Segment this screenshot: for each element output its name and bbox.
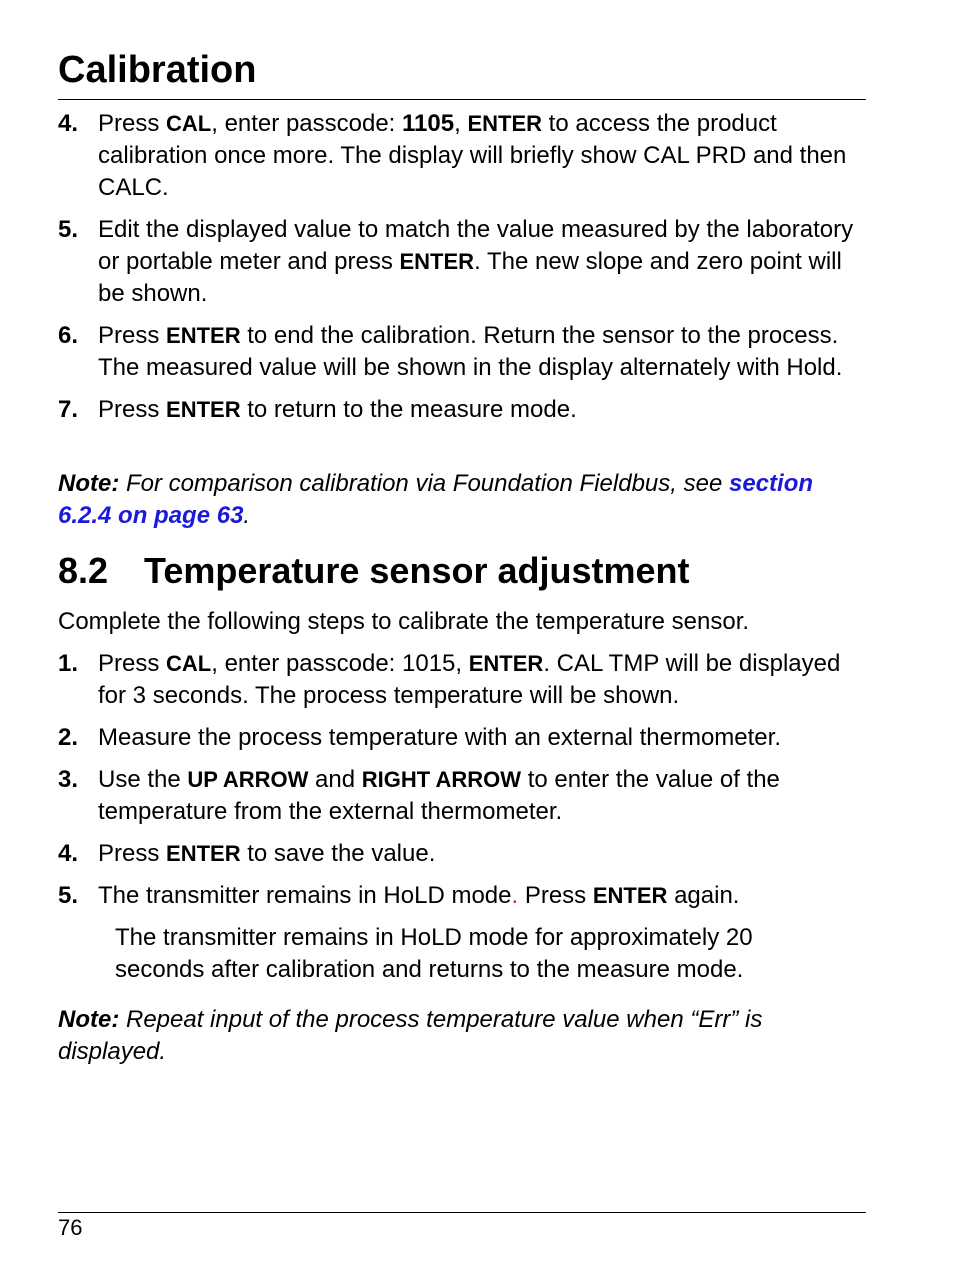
step-text: and xyxy=(308,766,362,793)
step-text: The transmitter remains in HoLD mode xyxy=(98,882,512,909)
footer-rule xyxy=(58,1212,866,1213)
step-number: 4. xyxy=(58,840,79,867)
step-text: . xyxy=(511,882,519,909)
note-label: Note: xyxy=(58,1006,120,1033)
step-text: to enter the value of the temperature from the external thermometer. xyxy=(98,766,780,825)
step-text: , enter passcode: 1015, xyxy=(211,650,469,677)
key-name: UP ARROW xyxy=(187,767,309,792)
step-text: to return to the measure mode. xyxy=(240,396,577,423)
step-text: Press xyxy=(98,396,167,423)
list-item xyxy=(58,108,866,204)
section-title: Temperature sensor adjustment xyxy=(144,550,690,591)
note-text: Repeat input of the process temperature value when “Err” is displayed. xyxy=(58,1006,763,1065)
step-text: to end the calibration. Return the sensor to the process. The measured value will be shown in the display alternately with Hold. xyxy=(98,322,843,381)
key-name: CAL xyxy=(166,111,212,136)
temperature-steps xyxy=(58,648,866,986)
step-text: Press xyxy=(518,882,593,909)
section-link[interactable]: section 6.2.4 on page 63 xyxy=(58,470,814,529)
list-item xyxy=(58,320,866,384)
list-item xyxy=(58,722,866,754)
header-rule xyxy=(58,99,866,100)
key-name: ENTER xyxy=(399,249,475,274)
list-item xyxy=(58,214,866,310)
note-label: Note: xyxy=(58,470,120,497)
step-text: Press xyxy=(98,840,167,867)
step-text: to save the value. xyxy=(240,840,436,867)
step-text: Edit the displayed value to match the value measured by the laboratory or portable meter and press xyxy=(98,216,854,275)
chapter-title: Calibration xyxy=(58,49,257,91)
note-err xyxy=(58,1004,818,1068)
step-text: Press xyxy=(98,322,167,349)
step-text: , enter passcode: xyxy=(211,110,403,137)
step-text: . The new slope and zero point will be shown. xyxy=(98,248,842,307)
page-number: 76 xyxy=(58,1215,83,1240)
key-name: CAL xyxy=(166,651,212,676)
step-number: 1. xyxy=(58,650,79,677)
section-heading xyxy=(58,548,689,594)
key-name: ENTER xyxy=(468,651,544,676)
step-number: 2. xyxy=(58,724,79,751)
step5-followup: The transmitter remains in HoLD mode for approximately 20 seconds after calibration and returns to the measure mode. xyxy=(115,924,753,983)
step-number: 5. xyxy=(58,216,79,243)
note-end: . xyxy=(243,502,251,529)
step-number: 6. xyxy=(58,322,79,349)
step-text: to access the product calibration once more. The display will briefly show CAL PRD and then CALC. xyxy=(98,110,847,201)
step-text: Measure the process temperature with an external thermometer. xyxy=(98,724,781,751)
step-number: 7. xyxy=(58,396,79,423)
steps-list-a xyxy=(58,108,866,426)
step-number: 4. xyxy=(58,110,79,137)
step-text: . CAL TMP will be displayed for 3 seconds. The process temperature will be shown. xyxy=(98,650,841,709)
step-number: 5. xyxy=(58,882,79,909)
step-text: Use the xyxy=(98,766,188,793)
key-name: ENTER xyxy=(467,111,542,136)
list-item xyxy=(58,394,866,426)
step-text: , xyxy=(454,110,468,137)
key-name: ENTER xyxy=(592,883,668,908)
key-name: ENTER xyxy=(166,323,241,348)
list-item xyxy=(58,880,866,912)
list-item xyxy=(58,838,866,870)
list-item xyxy=(58,648,866,712)
section-number: 8.2 xyxy=(58,550,109,591)
step-text: Press xyxy=(98,650,167,677)
section-intro: Complete the following steps to calibrate the temperature sensor. xyxy=(58,608,750,635)
key-name: ENTER xyxy=(166,397,241,422)
list-item xyxy=(58,764,866,828)
step-number: 3. xyxy=(58,766,79,793)
note-text: For comparison calibration via Foundation Fieldbus, see xyxy=(119,470,729,497)
step-text: Press xyxy=(98,110,167,137)
passcode: 1105 xyxy=(402,110,455,137)
note-fieldbus xyxy=(58,468,818,532)
key-name: ENTER xyxy=(166,841,241,866)
step-text: again. xyxy=(667,882,740,909)
key-name: RIGHT ARROW xyxy=(361,767,522,792)
calibration-steps xyxy=(58,108,866,436)
steps-list-b xyxy=(58,648,866,912)
